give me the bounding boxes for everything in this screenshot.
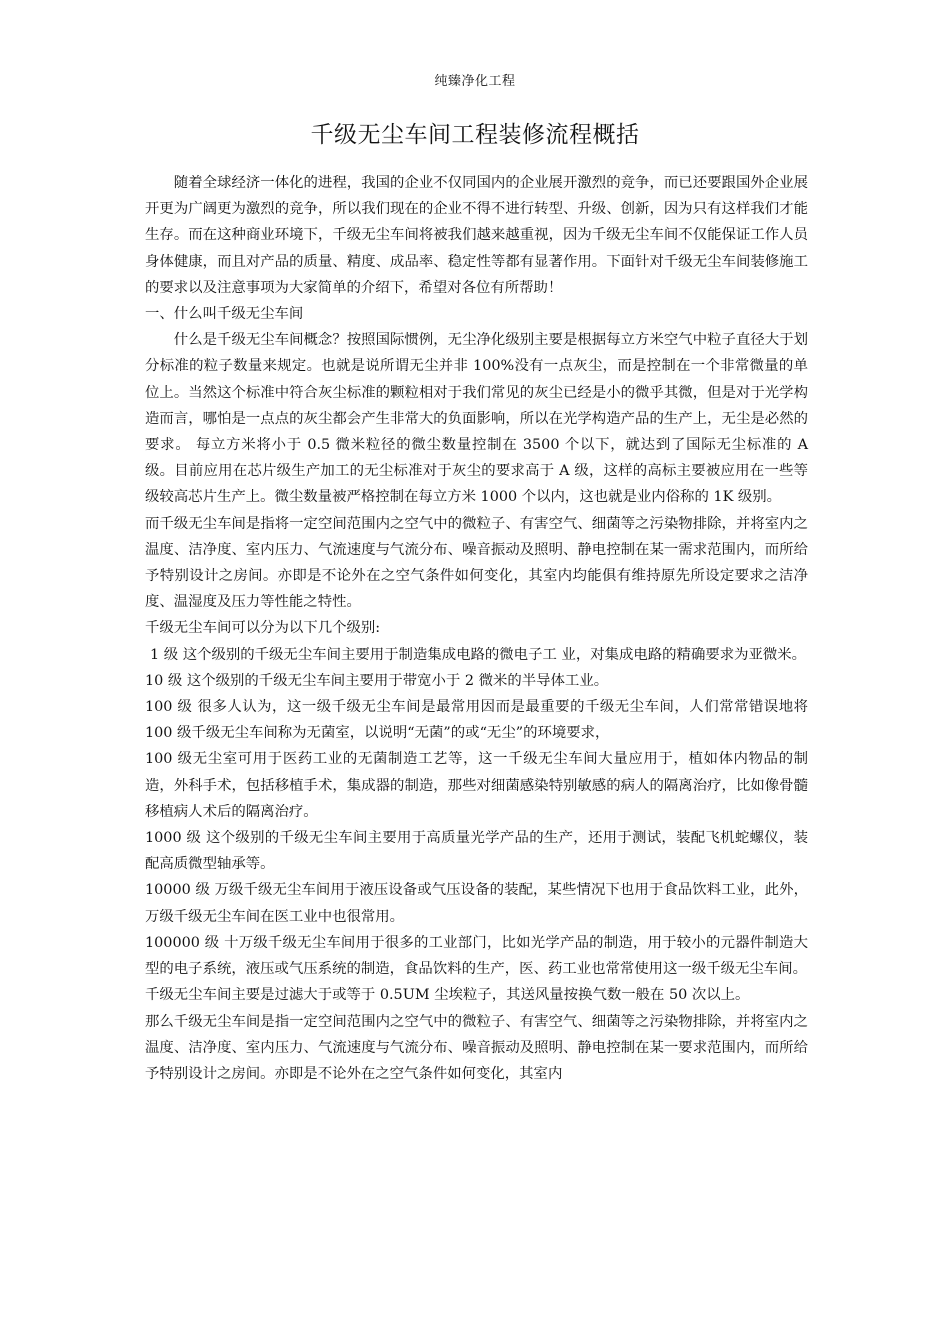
- level-100-paragraph: 100 级 很多人认为，这一级千级无尘车间是最常用因而是最重要的千级无尘车间，人们常常错误地将 100 级千级无尘车间称为无菌室，以说明“无菌”的或“无尘”的环境要求，: [145, 699, 808, 742]
- filtration-paragraph: 千级无尘车间主要是过滤大于或等于 0.5UM 尘埃粒子，其送风量按换气数一般在 50 次以上。: [145, 987, 750, 1004]
- level-100-usage-paragraph: 100 级无尘室可用于医药工业的无菌制造工艺等，这一千级无尘车间大量应用于，植如体内物品的制造，外科手术，包括移植手术，集成器的制造，那些对细菌感染特别敏感的病人的隔离治疗，比如像骨髓移植病人术后的隔离治疗。: [145, 751, 808, 820]
- levels-intro: 千级无尘车间可以分为以下几个级别:: [145, 620, 381, 637]
- section-heading: 一、什么叫千级无尘车间: [145, 306, 304, 323]
- summary-paragraph: 那么千级无尘车间是指一定空间范围内之空气中的微粒子、有害空气、细菌等之污染物排除，并将室内之温度、洁净度、室内压力、气流速度与气流分布、噪音振动及照明、静电控制在某一要求范围内，而所给予特别设计之房间。亦即是不论外在之空气条件如何变化，其室内: [145, 1013, 808, 1082]
- level-10000-paragraph: 10000 级 万级千级无尘车间用于液压设备或气压设备的装配，某些情况下也用于食品饮料工业，此外，万级千级无尘车间在医工业中也很常用。: [145, 882, 808, 925]
- level-100000-paragraph: 100000 级 十万级千级无尘车间用于很多的工业部门，比如光学产品的制造，用于较小的元器件制造大型的电子系统，液压或气压系统的制造，食品饮料的生产，医、药工业也常常使用这一级千级无尘车间。: [145, 934, 808, 978]
- definition-paragraph: 而千级无尘车间是指将一定空间范围内之空气中的微粒子、有害空气、细菌等之污染物排除，并将室内之温度、洁净度、室内压力、气流速度与气流分布、噪音振动及照明、静电控制在某一需求范围内，而所给予特别设计之房间。亦即是不论外在之空气条件如何变化，其室内均能俱有维持原先所设定要求之洁净度、温湿度及压力等性能之特性。: [145, 515, 808, 611]
- level-1-paragraph: 1 级 这个级别的千级无尘车间主要用于制造集成电路的微电子工 业，对集成电路的精确要求为亚微米。: [150, 646, 807, 663]
- concept-paragraph: 什么是千级无尘车间概念？按照国际惯例，无尘净化级别主要是根据每立方米空气中粒子直径大于划分标准的粒子数量来规定。也就是说所谓无尘并非 100%没有一点灰尘，而是控制在一个非常微量的单位上。当然这个标准中符合灰尘标准的颗粒相对于我们常见的灰尘已经是小的微乎其微，但是对于光学构造而言，哪怕是一点点的灰尘都会产生非常大的负面影响，所以在光学构造产品的生产上，无尘是必然的要求。 每立方米将小于 0.5 微米粒径的微尘数量控制在 3500 个以下，就达到了国际无尘标准的 A 级。目前应用在芯片级生产加工的无尘标准对于灰尘的要求高于 A 级，这样的高标主要被应用在一些等级较高芯片生产上。微尘数量被严格控制在每立方米 1000 个以内，这也就是业内俗称的 1K 级别。: [145, 332, 808, 506]
- document-title: 千级无尘车间工程装修流程概括: [310, 122, 640, 148]
- intro-paragraph: 随着全球经济一体化的进程，我国的企业不仅同国内的企业展开激烈的竞争，而已还要跟国外企业展开更为广阔更为激烈的竞争，所以我们现在的企业不得不进行转型、升级、创新，因为只有这样我们才能生存。而在这种商业环境下，千级无尘车间将被我们越来越重视，因为千级无尘车间不仅能保证工作人员身体健康，而且对产品的质量、精度、成品率、稳定性等都有显著作用。下面针对千级无尘车间装修施工的要求以及注意事项为大家简单的介绍下，希望对各位有所帮助！: [145, 175, 808, 296]
- page-header: 纯臻净化工程: [434, 74, 516, 89]
- document-body: [145, 170, 808, 1087]
- level-1000-paragraph: 1000 级 这个级别的千级无尘车间主要用于高质量光学产品的生产，还用于测试，装配飞机蛇螺仪，装配高质微型轴承等。: [145, 830, 808, 873]
- level-10-paragraph: 10 级 这个级别的千级无尘车间主要用于带宽小于 2 微米的半导体工业。: [145, 672, 609, 689]
